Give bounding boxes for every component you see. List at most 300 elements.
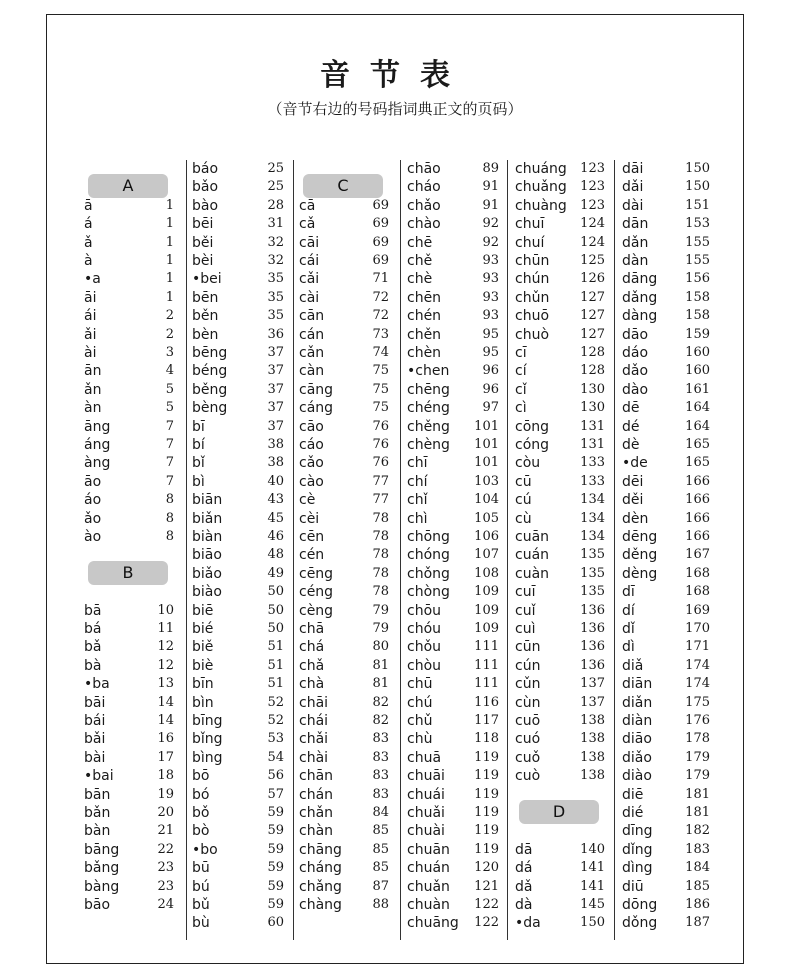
syllable-entry: [192, 602, 288, 620]
page-number: 125: [580, 253, 605, 268]
syllable-entry: [84, 878, 178, 896]
page-number: 164: [685, 418, 710, 434]
page-number: 185: [685, 878, 710, 894]
syllable-text: chuàng: [515, 197, 567, 214]
syllable-text: chòu: [407, 657, 442, 674]
syllable-entry: [84, 602, 178, 620]
page-number: 59: [267, 841, 284, 857]
page-number: 136: [580, 602, 605, 618]
page-number: 138: [580, 768, 605, 784]
syllable-text: chuǎn: [407, 878, 450, 895]
page-number: 138: [580, 749, 605, 765]
syllable-entry: [622, 841, 714, 859]
syllable-text: cán: [299, 326, 325, 343]
syllable-text: běng: [192, 381, 228, 398]
syllable-entry: [515, 473, 609, 491]
page-number: 40: [267, 473, 284, 489]
page-number: 111: [474, 676, 499, 692]
page-number: 83: [372, 768, 389, 784]
page-number: 119: [474, 823, 499, 839]
syllable-entry: [622, 399, 714, 417]
syllable-entry: [299, 436, 393, 454]
syllable-entry: [84, 822, 178, 840]
syllable-text: chèng: [407, 437, 450, 453]
page-number: 109: [474, 602, 499, 618]
syllable-text: chuǎi: [407, 805, 445, 821]
syllable-entry: [299, 859, 393, 877]
syllable-text: chuái: [407, 786, 445, 803]
page-number: 48: [267, 547, 284, 563]
syllable-entry: [84, 767, 178, 785]
page-number: 109: [474, 584, 499, 600]
syllable-entry: [192, 749, 288, 767]
syllable-entry: [622, 822, 714, 840]
page-number: 83: [372, 749, 389, 765]
page-number: 136: [580, 639, 605, 655]
syllable-entry: [515, 399, 609, 417]
syllable-entry: [515, 712, 609, 730]
syllable-text: cǎi: [299, 271, 320, 288]
page-number: 137: [580, 676, 605, 692]
syllable-entry: [299, 381, 393, 399]
syllable-text: diǎn: [622, 694, 653, 711]
syllable-text: ān: [84, 363, 102, 380]
syllable-entry: [407, 270, 503, 288]
syllable-entry: [299, 712, 393, 730]
syllable-text: chè: [407, 271, 433, 288]
syllable-entry: [622, 454, 714, 472]
page-number: 170: [685, 621, 710, 636]
syllable-entry: [622, 252, 714, 270]
syllable-text: àn: [84, 400, 102, 417]
syllable-entry: [622, 767, 714, 785]
syllable-text: chòng: [407, 584, 450, 601]
syllable-entry: [515, 178, 609, 196]
syllable-entry: [299, 822, 393, 840]
syllable-text: chóu: [407, 621, 442, 637]
page-number: 127: [580, 289, 605, 305]
syllable-entry: [622, 583, 714, 601]
syllable-text: chán: [299, 786, 334, 803]
syllable-entry: [622, 270, 714, 288]
syllable-entry: [192, 565, 288, 583]
syllable-text: cuán: [515, 547, 550, 564]
syllable-entry: [299, 307, 393, 325]
syllable-entry: [515, 841, 609, 859]
page-number: 165: [685, 455, 710, 471]
page-number: 151: [685, 197, 710, 213]
page-number: 168: [685, 565, 710, 581]
syllable-entry: [192, 712, 288, 730]
syllable-text: bǎn: [84, 805, 111, 821]
page-number: 78: [372, 565, 389, 581]
syllable-text: bǎo: [192, 179, 219, 196]
page-number: 8: [165, 529, 174, 544]
syllable-text: cuì: [515, 621, 536, 637]
page-number: 20: [157, 805, 174, 820]
syllable-entry: [622, 896, 714, 914]
syllable-entry: [84, 896, 178, 914]
syllable-entry: [192, 270, 288, 288]
syllable-text: dē: [622, 400, 640, 417]
syllable-text: áng: [84, 437, 111, 453]
syllable-text: cǎn: [299, 345, 325, 361]
page-number: 103: [474, 473, 499, 489]
syllable-text: bó: [192, 786, 210, 803]
syllable-entry: [192, 307, 288, 325]
syllable-text: ā: [84, 197, 93, 214]
syllable-entry: [192, 657, 288, 675]
page-number: 182: [685, 823, 710, 839]
syllable-entry: [515, 326, 609, 344]
syllable-entry: [407, 215, 503, 233]
page-number: 138: [580, 731, 605, 747]
page-number: 8: [165, 492, 174, 508]
syllable-entry: [299, 289, 393, 307]
page-number: 161: [685, 381, 710, 397]
page-number: 85: [372, 841, 389, 857]
syllable-text: dǎo: [622, 363, 649, 380]
syllable-entry: [299, 694, 393, 712]
syllable-entry: [299, 657, 393, 675]
syllable-text: cāng: [299, 381, 334, 398]
syllable-entry: [622, 381, 714, 399]
syllable-text: chǐ: [407, 492, 428, 509]
syllable-text: cī: [515, 345, 527, 361]
syllable-entry: [407, 234, 503, 252]
syllable-text: bū: [192, 860, 210, 877]
syllable-text: cūn: [515, 639, 541, 656]
syllable-entry: [192, 528, 288, 546]
syllable-entry: [407, 344, 503, 362]
syllable-entry: [84, 528, 178, 546]
syllable-text: chuāng: [407, 915, 459, 932]
syllable-entry: [407, 362, 503, 380]
page-number: 141: [580, 878, 605, 894]
page-number: 4: [165, 363, 174, 379]
page-number: 1: [165, 253, 174, 268]
page-number: 7: [165, 473, 174, 489]
syllable-entry: [192, 694, 288, 712]
page-number: 97: [482, 400, 499, 416]
syllable-text: chǒng: [407, 565, 450, 582]
syllable-text: dí: [622, 602, 635, 619]
page-number: 130: [580, 381, 605, 397]
syllable-text: chài: [299, 749, 329, 766]
syllable-text: cái: [299, 253, 320, 269]
page-number: 52: [267, 694, 284, 710]
page-number: 95: [482, 345, 499, 360]
syllable-entry: [515, 878, 609, 896]
syllable-entry: [515, 528, 609, 546]
syllable-text: chuáng: [515, 161, 567, 177]
page-number: 167: [685, 547, 710, 563]
syllable-text: dīng: [622, 823, 653, 840]
syllable-text: dǎi: [622, 179, 644, 196]
page-number: 131: [580, 437, 605, 452]
syllable-text: cè: [299, 492, 316, 509]
syllable-text: biāo: [192, 547, 222, 564]
syllable-text: •da: [515, 915, 541, 932]
syllable-text: chù: [407, 731, 433, 748]
syllable-text: děng: [622, 547, 658, 564]
page-number: 12: [157, 657, 174, 673]
syllable-entry: [407, 767, 503, 785]
page-number: 164: [685, 400, 710, 416]
page-number: 165: [685, 437, 710, 452]
syllable-text: cuò: [515, 768, 541, 785]
syllable-text: cēng: [299, 565, 334, 582]
page-number: 37: [267, 400, 284, 416]
page-number: 141: [580, 860, 605, 876]
page-number: 69: [372, 253, 389, 268]
page-number: 124: [580, 234, 605, 250]
syllable-text: bà: [84, 657, 102, 674]
page-number: 7: [165, 418, 174, 434]
syllable-entry: [622, 473, 714, 491]
page-number: 117: [474, 713, 499, 728]
page-number: 166: [685, 529, 710, 544]
syllable-text: chūn: [515, 253, 550, 269]
syllable-entry: [299, 841, 393, 859]
syllable-text: chǎn: [299, 805, 334, 821]
syllable-text: dèng: [622, 565, 658, 582]
syllable-text: biān: [192, 492, 223, 509]
syllable-text: chāo: [407, 161, 441, 177]
syllable-text: chuí: [515, 234, 545, 251]
page-number: 50: [267, 584, 284, 600]
syllable-entry: [515, 510, 609, 528]
syllable-entry: [622, 491, 714, 509]
syllable-entry: [622, 786, 714, 804]
page-number: 28: [267, 197, 284, 213]
page-number: 22: [157, 841, 174, 857]
syllable-text: bò: [192, 823, 210, 840]
syllable-entry: [192, 859, 288, 877]
page-number: 16: [157, 731, 174, 747]
syllable-entry: [299, 602, 393, 620]
syllable-entry: [622, 914, 714, 932]
page-number: 8: [165, 510, 174, 526]
syllable-entry: [407, 786, 503, 804]
page-number: 73: [372, 326, 389, 342]
syllable-entry: [407, 694, 503, 712]
syllable-entry: [407, 454, 503, 472]
syllable-text: chuàn: [407, 897, 450, 913]
syllable-text: bīn: [192, 676, 214, 693]
page-number: 95: [482, 326, 499, 342]
page-number: 101: [474, 455, 499, 471]
page-number: 1: [165, 197, 174, 213]
page-number: 51: [267, 657, 284, 673]
syllable-text: cèi: [299, 510, 320, 527]
syllable-text: dà: [515, 897, 533, 913]
syllable-text: bèn: [192, 326, 219, 343]
syllable-entry: [192, 878, 288, 896]
syllable-entry: [622, 436, 714, 454]
page-number: 123: [580, 161, 605, 176]
syllable-entry: [622, 749, 714, 767]
syllable-text: dǐng: [622, 841, 653, 858]
syllable-entry: [407, 749, 503, 767]
syllable-text: chuā: [407, 749, 442, 766]
syllable-text: chèn: [407, 345, 442, 361]
syllable-entry: [84, 289, 178, 307]
syllable-text: ái: [84, 308, 97, 325]
syllable-text: āo: [84, 473, 102, 490]
syllable-entry: [84, 454, 178, 472]
syllable-text: chuán: [407, 860, 450, 877]
syllable-entry: [299, 252, 393, 270]
syllable-entry: [515, 859, 609, 877]
syllable-text: bā: [84, 602, 102, 619]
syllable-text: chǎo: [407, 197, 441, 214]
page-number: 135: [580, 584, 605, 600]
page-number: 179: [685, 768, 710, 784]
page-number: 71: [372, 271, 389, 287]
syllable-text: diū: [622, 878, 644, 895]
page-number: 169: [685, 602, 710, 618]
syllable-entry: [84, 381, 178, 399]
syllable-entry: [407, 878, 503, 896]
syllable-entry: [192, 381, 288, 399]
syllable-text: cù: [515, 510, 532, 527]
page-number: 105: [474, 510, 499, 526]
syllable-text: cáng: [299, 400, 334, 417]
syllable-entry: [622, 234, 714, 252]
syllable-entry: [84, 215, 178, 233]
syllable-text: báo: [192, 161, 219, 177]
syllable-entry: [515, 160, 609, 178]
page-number: 160: [685, 345, 710, 360]
syllable-entry: [192, 767, 288, 785]
page-number: 24: [157, 897, 174, 912]
syllable-text: biàn: [192, 529, 223, 545]
syllable-text: chōng: [407, 529, 450, 545]
syllable-text: •chen: [407, 363, 450, 380]
syllable-entry: [84, 252, 178, 270]
syllable-text: cùn: [515, 694, 541, 711]
syllable-entry: [299, 344, 393, 362]
page-number: 54: [267, 749, 284, 765]
syllable-text: bēng: [192, 345, 228, 361]
syllable-text: béng: [192, 363, 228, 380]
syllable-entry: [515, 234, 609, 252]
page-number: 128: [580, 345, 605, 360]
syllable-entry: [515, 896, 609, 914]
page-number: 17: [157, 749, 174, 765]
syllable-entry: [84, 841, 178, 859]
page-number: 137: [580, 694, 605, 710]
syllable-entry: [622, 344, 714, 362]
syllable-entry: [407, 841, 503, 859]
syllable-text: cǎo: [299, 455, 324, 472]
syllable-text: dōng: [622, 897, 658, 913]
syllable-text: còu: [515, 455, 541, 472]
syllable-text: •a: [84, 271, 101, 288]
syllable-entry: [515, 730, 609, 748]
page-number: 72: [372, 308, 389, 324]
syllable-text: bǐ: [192, 455, 205, 472]
page-number: 37: [267, 418, 284, 434]
page-number: 128: [580, 363, 605, 379]
syllable-text: cū: [515, 473, 532, 490]
syllable-entry: [622, 565, 714, 583]
syllable-text: bǔ: [192, 897, 210, 913]
syllable-entry: [515, 270, 609, 288]
syllable-text: cāi: [299, 234, 320, 251]
syllable-text: chǎ: [299, 657, 325, 674]
page-number: 171: [685, 639, 710, 655]
page-number: 69: [372, 197, 389, 213]
page-number: 89: [482, 161, 499, 176]
syllable-text: •de: [622, 455, 648, 472]
syllable-entry: [84, 326, 178, 344]
page-number: 104: [474, 492, 499, 508]
page-number: 136: [580, 657, 605, 673]
page-number: 126: [580, 271, 605, 287]
syllable-text: chǔn: [515, 289, 550, 306]
syllable-text: dǎ: [515, 878, 533, 895]
syllable-entry: [192, 638, 288, 656]
page-number: 3: [165, 345, 174, 360]
page-number: 179: [685, 749, 710, 765]
page-number: 59: [267, 860, 284, 876]
syllable-text: cóng: [515, 437, 550, 453]
page-number: 81: [372, 676, 389, 692]
page-number: 79: [372, 602, 389, 618]
syllable-entry: [622, 878, 714, 896]
syllable-text: cún: [515, 657, 541, 674]
syllable-entry: [84, 473, 178, 491]
syllable-entry: [299, 326, 393, 344]
page-number: 79: [372, 621, 389, 636]
syllable-text: chǒu: [407, 639, 442, 656]
syllable-entry: [622, 675, 714, 693]
syllable-entry: [192, 178, 288, 196]
syllable-text: bàng: [84, 878, 120, 895]
syllable-entry: [407, 675, 503, 693]
page-number: 78: [372, 584, 389, 600]
syllable-text: bié: [192, 621, 214, 637]
syllable-entry: [84, 638, 178, 656]
page-number: 134: [580, 510, 605, 526]
syllable-text: bào: [192, 197, 219, 214]
syllable-entry: [299, 473, 393, 491]
page-number: 75: [372, 381, 389, 397]
syllable-entry: [299, 583, 393, 601]
syllable-entry: [515, 546, 609, 564]
page-number: 166: [685, 510, 710, 526]
page-number: 69: [372, 234, 389, 250]
page-number: 135: [580, 565, 605, 581]
letter-section-badge: A: [88, 174, 168, 198]
syllable-text: chuǎng: [515, 179, 567, 196]
page-number: 83: [372, 786, 389, 802]
syllable-entry: [515, 197, 609, 215]
page-number: 166: [685, 473, 710, 489]
syllable-entry: [192, 510, 288, 528]
page-number: 127: [580, 326, 605, 342]
page-number: 5: [165, 400, 174, 416]
syllable-text: chēng: [407, 381, 450, 398]
page-number: 186: [685, 897, 710, 912]
page-number: 75: [372, 363, 389, 379]
syllable-entry: [192, 822, 288, 840]
syllable-text: cuō: [515, 713, 541, 729]
page-number: 136: [580, 621, 605, 636]
syllable-entry: [299, 638, 393, 656]
